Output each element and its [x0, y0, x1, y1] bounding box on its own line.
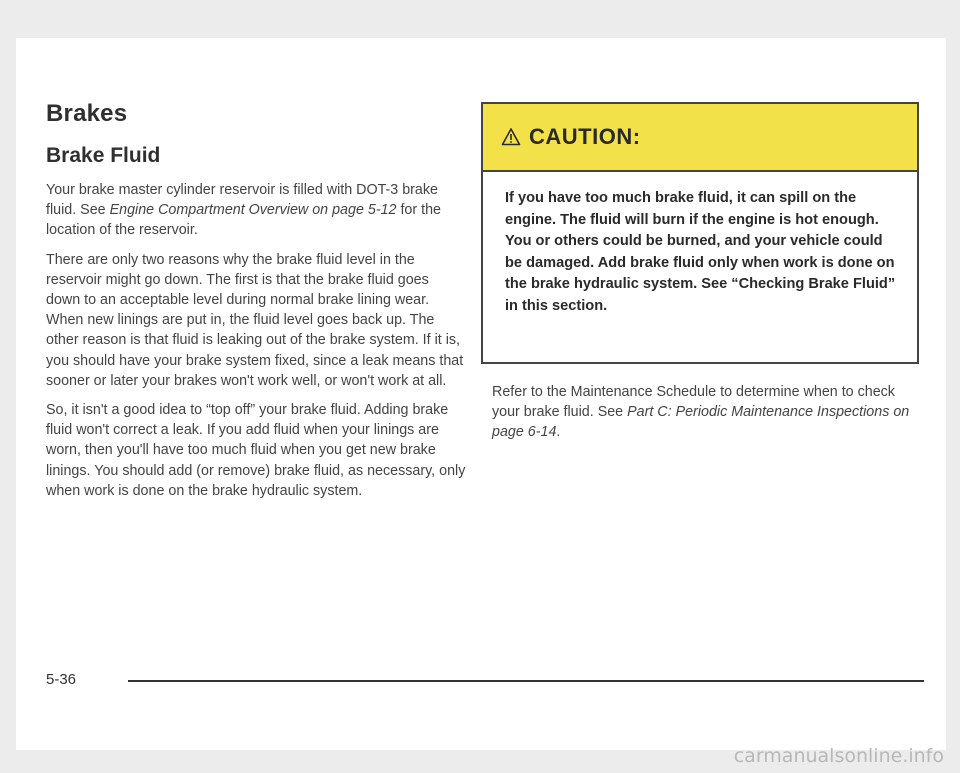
manual-page — [16, 38, 946, 750]
caution-title: CAUTION: — [529, 124, 641, 149]
paragraph-1-text-b: for the location of the reservoir. — [46, 202, 441, 239]
maintenance-text-a: Refer to the Maintenance Schedule to determine when to check your brake fluid. See — [492, 384, 895, 421]
caution-header — [483, 104, 917, 172]
caution-body: If you have too much brake fluid, it can spill on the engine. The fluid will burn if the engine is hot enough. You or others could be burned, and your vehicle could be damaged. Add brake fluid only when work is done on the brake hydraulic system. See “Checking Brake Fluid” in this section. — [505, 190, 896, 314]
maintenance-paragraph — [492, 382, 922, 443]
caution-box — [481, 102, 919, 364]
paragraph-1-text-a: Your brake master cylinder reservoir is filled with DOT-3 brake fluid. See — [46, 182, 438, 219]
warning-triangle-icon — [501, 127, 521, 147]
footer-rule — [128, 680, 924, 682]
section-title: Brakes — [46, 100, 128, 127]
page-reference: Engine Compartment Overview on page 5-12 — [109, 202, 397, 219]
subsection-title: Brake Fluid — [46, 144, 161, 167]
maintenance-text-b: . — [556, 424, 561, 441]
paragraph-1 — [46, 180, 466, 241]
watermark: carmanualsonline.info — [733, 745, 944, 767]
paragraph-3: So, it isn't a good idea to “top off” your brake fluid. Adding brake fluid won't correct a leak. If you add fluid when your linings are worn, then you'll have too much fluid when you get new brake linings. You should add (or remove) brake fluid, as necessary, only when work is done on the brake hydraulic system. — [46, 402, 466, 499]
paragraph-2: There are only two reasons why the brake fluid level in the reservoir might go down. The first is that the brake fluid goes down to an acceptable level during normal brake lining wear. When new linings are put in, the fluid level goes back up. The other reason is that fluid is leaking out of the brake system. If it is, you should have your brake system fixed, since a leak means that sooner or later your brakes won't work well, or won't work at all. — [46, 251, 464, 389]
maintenance-reference: Part C: Periodic Maintenance Inspections on page 6-14 — [492, 404, 910, 441]
left-column-text — [46, 180, 466, 510]
page-number: 5-36 — [46, 671, 77, 688]
right-column-text — [492, 382, 922, 443]
